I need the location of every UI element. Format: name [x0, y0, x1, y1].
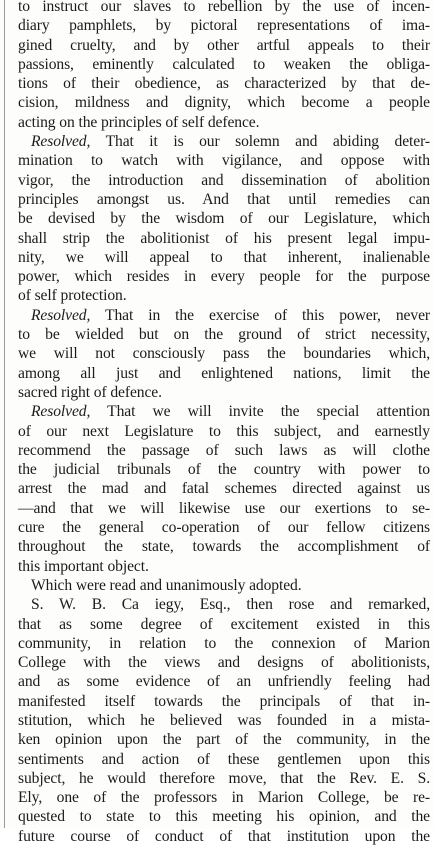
text-line: sentiments and action of these gentlemen upon this	[18, 750, 430, 768]
adoption-line: Which were read and unanimously adopted.	[31, 576, 302, 594]
column-rule	[4, 0, 5, 828]
text-line: recommend the passage of such laws as will clothe	[18, 441, 430, 459]
text-line: Ely, one of the professors in Marion College, be re-	[18, 789, 430, 807]
text-line: shall strip the abolitionist of his present legal impu-	[18, 229, 430, 247]
text-line: tions of their obedience, as characterized by that de-	[18, 75, 430, 93]
text-line: stitution, which he believed was founded in a mista-	[18, 711, 430, 729]
text-line: mination to watch with vigilance, and oppose with	[18, 152, 430, 170]
text-line: passions, eminently calculated to weaken the obliga-	[18, 55, 430, 73]
text-line: cure the general co-operation of our fellow citizens	[18, 519, 430, 537]
text-line-cut-off: future course of conduct of that institution upon the	[18, 827, 430, 845]
resolution-1-first-line	[18, 132, 430, 151]
text-line: diary pamphlets, by pictoral representations of ima-	[18, 17, 430, 35]
text-line: arrest the mad and fatal schemes directed against us	[18, 480, 430, 498]
text-line: of our next Legislature to this subject, and earnestly	[18, 422, 430, 440]
text-line: ken opinion upon the part of the community, in the	[18, 731, 430, 749]
resolution-text: That it is our solemn and abiding deter-	[90, 133, 430, 151]
text-line: manifested itself towards the principals of that in-	[18, 692, 430, 710]
article-column	[18, 0, 430, 845]
text-line: the judicial tribunals of the country with power to	[18, 461, 430, 479]
resolved-word: Resolved,	[31, 403, 91, 421]
text-line: that as some degree of excitement existed in this	[18, 615, 430, 633]
text-line: throughout the state, towards the accomplishment of	[18, 538, 430, 556]
resolved-word: Resolved,	[31, 133, 91, 151]
text-line: acting on the principles of self defence.	[18, 113, 260, 131]
text-line: power, which resides in every people for the purpose	[18, 268, 430, 286]
text-line: —and that we will likewise use our exertions to se-	[18, 499, 430, 517]
text-line: subject, he would therefore move, that the Rev. E. S.	[18, 769, 430, 787]
text-line: cision, mildness and dignity, which become a people	[18, 94, 430, 112]
text-line: to instruct our slaves to rebellion by the use of incen-	[18, 0, 430, 15]
text-line: we will not consciously pass the boundaries which,	[18, 345, 430, 363]
text-line: sacred right of defence.	[18, 383, 162, 401]
resolution-text: That in the exercise of this power, never	[90, 306, 430, 324]
text-line: among all just and enlightened nations, limit the	[18, 364, 430, 382]
text-line: principles amongst us. And that until remedies can	[18, 190, 430, 208]
resolution-text: That we will invite the special attention	[90, 403, 430, 421]
text-line: be devised by the wisdom of our Legislature, which	[18, 210, 430, 228]
text-line: of self protection.	[18, 287, 127, 305]
text-line: S. W. B. Ca iegy, Esq., then rose and remarked,	[31, 596, 430, 614]
text-line: nity, we will appeal to that inherent, inalienable	[18, 248, 430, 266]
text-line: to be wielded but on the ground of strict necessity,	[18, 326, 430, 344]
resolution-3-first-line	[18, 402, 430, 421]
text-line: gined cruelty, and by other artful appeals to their	[18, 36, 430, 54]
resolution-2-first-line	[18, 306, 430, 325]
resolved-word: Resolved,	[31, 306, 91, 324]
text-line: community, in relation to the connexion of Marion	[18, 634, 430, 652]
text-line: vigor, the introduction and dissemination of abolition	[18, 171, 430, 189]
text-line: quested to state to this meeting his opinion, and the	[18, 808, 430, 826]
text-line: College with the views and designs of abolitionists,	[18, 654, 430, 672]
text-line: this important object.	[18, 557, 149, 575]
text-line: and as some evidence of an unfriendly feeling had	[18, 673, 430, 691]
